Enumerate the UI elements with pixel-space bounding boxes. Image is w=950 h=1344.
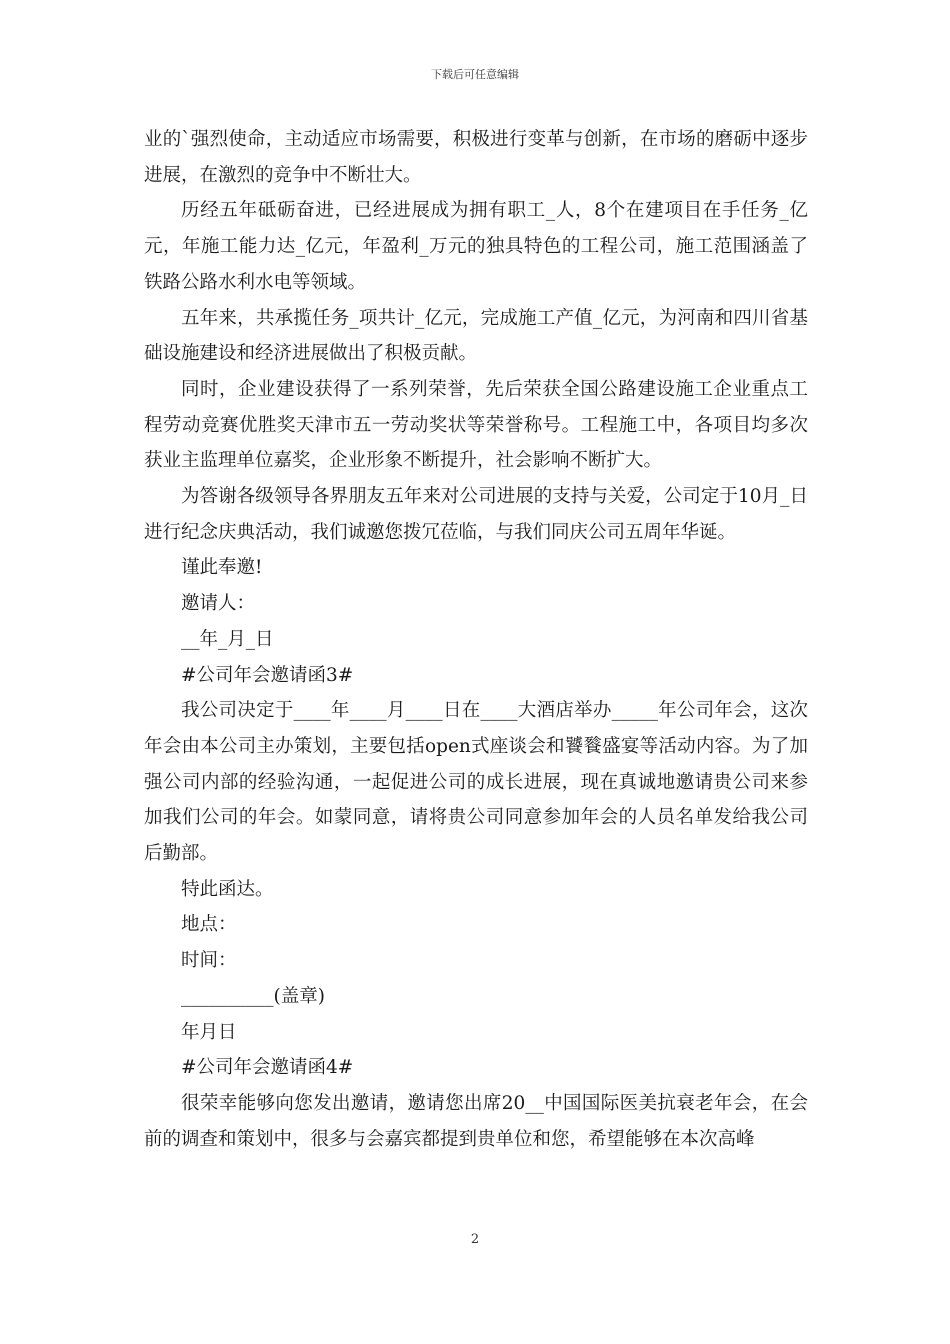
closing-line: 谨此奉邀! — [181, 557, 263, 579]
notice-line: 特此函达。 — [181, 878, 274, 900]
header-note: 下载后可任意编辑 — [431, 68, 519, 81]
inviter-line: 邀请人： — [181, 593, 256, 615]
date-line: __年_月_日 — [181, 628, 274, 650]
location-line: 地点： — [181, 914, 237, 936]
paragraph-invitation-4: 很荣幸能够向您发出邀请，邀请您出席20__中国国际医美抗衰老年会，在会前的调查和策划中，很多与会嘉宾都提到贵单位和您，希望能够在本次高峰 — [144, 1092, 808, 1150]
paragraph-5: 为答谢各级领导各界朋友五年来对公司进展的支持与关爱，公司定于10月_日进行纪念庆典活动，我们诚邀您拨冗莅临，与我们同庆公司五周年华诞。 — [144, 486, 808, 543]
paragraph-1: 业的`强烈使命，主动适应市场需要，积极进行变革与创新，在市场的磨砺中逐步进展，在激烈的竞争中不断壮大。 — [144, 129, 808, 186]
time-line: 时间： — [181, 950, 237, 972]
paragraph-3: 五年来，共承揽任务_项共计_亿元，完成施工产值_亿元，为河南和四川省基础设施建设和经济进展做出了积极贡献。 — [144, 307, 808, 365]
paragraph-2: 历经五年砥砺奋进，已经进展成为拥有职工_人，8个在建项目在手任务_亿元，年施工能力达_亿元，年盈利_万元的独具特色的工程公司，施工范围涵盖了铁路公路水利水电等领域。 — [144, 200, 808, 293]
section-heading-3: #公司年会邀请函3# — [181, 664, 354, 686]
paragraph-4: 同时，企业建设获得了一系列荣誉，先后荣获全国公路建设施工企业重点工程劳动竞赛优胜奖天津市五一劳动奖状等荣誉称号。工程施工中，各项目均多次获业主监理单位嘉奖，企业形象不断提升，社会影响不断扩大。 — [144, 378, 808, 472]
seal-line: __________(盖章) — [181, 985, 325, 1007]
paragraph-invitation-3: 我公司决定于____年____月____日在____大酒店举办_____年公司年会，这次年会由本公司主办策划，主要包括open式座谈会和饕餮盛宴等活动内容。为了加强公司内部的经验沟通，一起促进公司的成长进展，现在真诚地邀请贵公司来参加我们公司的年会。如蒙同意，请将贵公司同意参加年会的人员名单发给我公司后勤部。 — [144, 700, 808, 865]
section-heading-4: #公司年会邀请函4# — [181, 1057, 354, 1079]
date-line-2: 年月日 — [181, 1021, 237, 1043]
page-number: 2 — [470, 1232, 480, 1247]
document-body — [144, 122, 808, 1157]
